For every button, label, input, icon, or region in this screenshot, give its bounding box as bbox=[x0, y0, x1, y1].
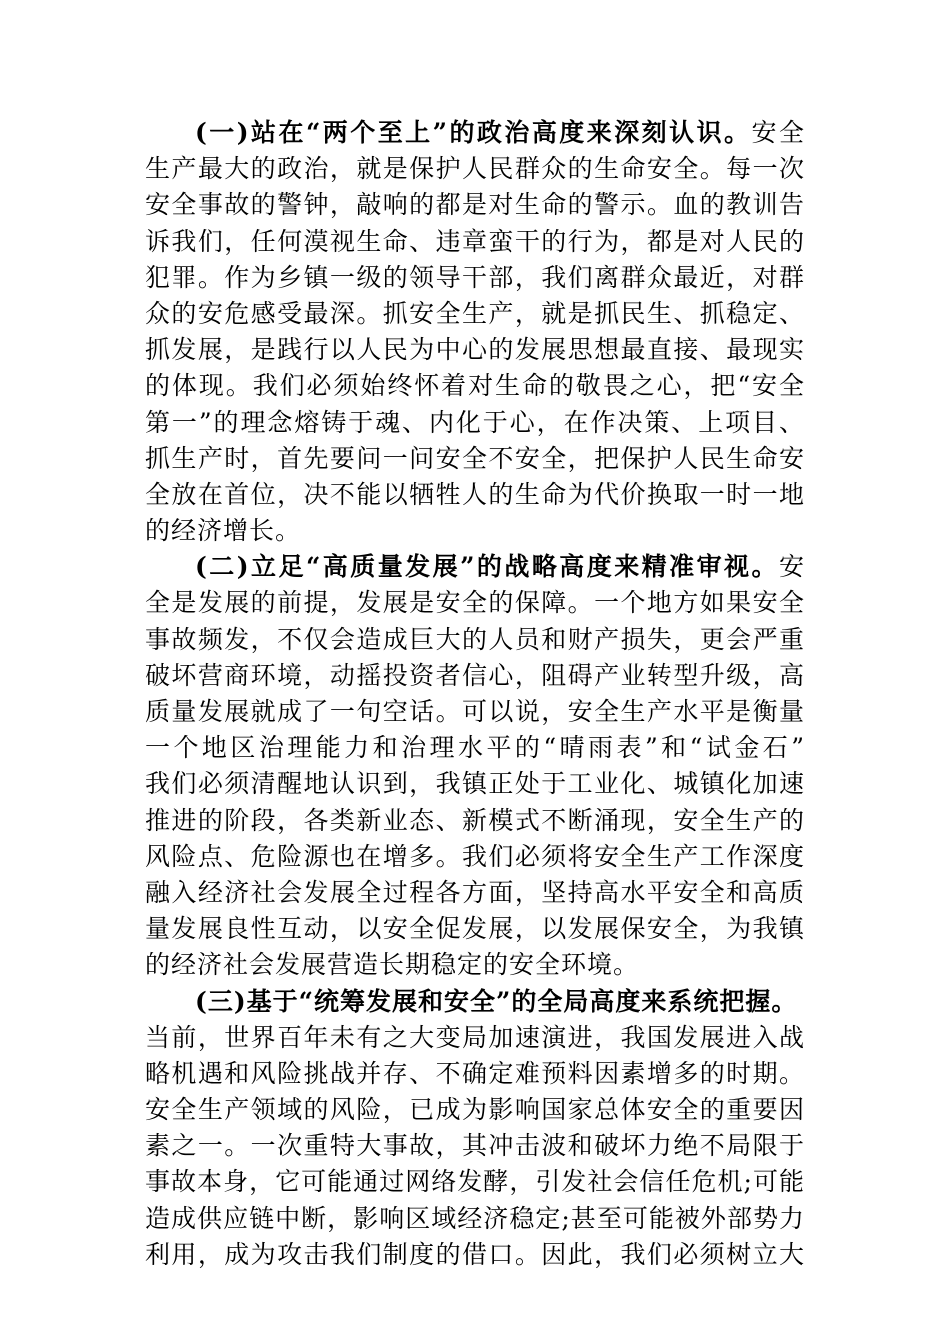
text-line: 的体现。我们必须始终怀着对生命的敬畏之心，把“安全 bbox=[145, 371, 805, 401]
text-line: 推进的阶段，各类新业态、新模式不断涌现，安全生产的 bbox=[145, 805, 805, 835]
text-line: 当前，世界百年未有之大变局加速演进，我国发展进入战 bbox=[145, 1022, 805, 1052]
paragraph-2 bbox=[145, 549, 805, 983]
text-line: 抓发展，是践行以人民为中心的发展思想最直接、最现实 bbox=[145, 335, 805, 365]
text-line: 我们必须清醒地认识到，我镇正处于工业化、城镇化加速 bbox=[145, 769, 805, 799]
text-line: 一个地区治理能力和治理水平的“晴雨表”和“试金石” bbox=[145, 733, 805, 763]
paragraph-first-line bbox=[145, 115, 805, 151]
text-line: 事故频发，不仅会造成巨大的人员和财产损失，更会严重 bbox=[145, 624, 805, 654]
paragraph-first-line bbox=[145, 984, 805, 1020]
text-line: 众的安危感受最深。抓安全生产，就是抓民生、抓稳定、 bbox=[145, 298, 805, 328]
document-body bbox=[145, 115, 805, 1273]
text-line: 略机遇和风险挑战并存、不确定难预料因素增多的时期。 bbox=[145, 1058, 805, 1088]
text-line: 安全 bbox=[751, 118, 805, 147]
text-line: 量发展良性互动，以安全促发展，以发展保安全，为我镇 bbox=[145, 914, 805, 944]
text-line: 素之一。一次重特大事故，其冲击波和破坏力绝不局限于 bbox=[145, 1131, 805, 1161]
text-line: 利用，成为攻击我们制度的借口。因此，我们必须树立大 bbox=[145, 1239, 805, 1269]
text-line: 全放在首位，决不能以牺牲人的生命为代价换取一时一地 bbox=[145, 479, 805, 509]
text-line: 质量发展就成了一句空话。可以说，安全生产水平是衡量 bbox=[145, 697, 805, 726]
paragraph-first-line bbox=[145, 549, 805, 585]
paragraph-3 bbox=[145, 984, 805, 1274]
section-heading: (一)站在“两个至上”的政治高度来深刻认识。 bbox=[195, 118, 752, 147]
text-line: 融入经济社会发展全过程各方面，坚持高水平安全和高质 bbox=[145, 877, 805, 907]
text-line: 第一”的理念熔铸于魂、内化于心，在作决策、上项目、 bbox=[145, 407, 805, 437]
section-heading: (三)基于“统筹发展和安全”的全局高度来系统把握。 bbox=[195, 986, 798, 1016]
text-line: 造成供应链中断，影响区域经济稳定;甚至可能被外部势力 bbox=[145, 1203, 805, 1233]
text-line: 安 bbox=[778, 552, 805, 582]
text-line: 破坏营商环境，动摇投资者信心，阻碍产业转型升级，高 bbox=[145, 660, 805, 690]
text-line: 事故本身，它可能通过网络发酵，引发社会信任危机;可能 bbox=[145, 1167, 805, 1197]
text-line: 安全事故的警钟，敲响的都是对生命的警示。血的教训告 bbox=[145, 190, 805, 220]
text-line: 生产最大的政治，就是保护人民群众的生命安全。每一次 bbox=[145, 154, 805, 184]
text-line: 安全生产领域的风险，已成为影响国家总体安全的重要因 bbox=[145, 1095, 805, 1125]
text-line: 犯罪。作为乡镇一级的领导干部，我们离群众最近，对群 bbox=[145, 262, 805, 292]
paragraph-1 bbox=[145, 115, 805, 549]
section-heading: (二)立足“高质量发展”的战略高度来精准审视。 bbox=[195, 552, 779, 582]
text-line: 的经济增长。 bbox=[145, 516, 302, 546]
text-line: 诉我们，任何漠视生命、违章蛮干的行为，都是对人民的 bbox=[145, 226, 805, 256]
text-line: 的经济社会发展营造长期稳定的安全环境。 bbox=[145, 950, 640, 980]
text-line: 风险点、危险源也在增多。我们必须将安全生产工作深度 bbox=[145, 841, 805, 871]
text-line: 抓生产时，首先要问一问安全不安全，把保护人民生命安 bbox=[145, 443, 805, 473]
text-line: 全是发展的前提，发展是安全的保障。一个地方如果安全 bbox=[145, 588, 805, 618]
